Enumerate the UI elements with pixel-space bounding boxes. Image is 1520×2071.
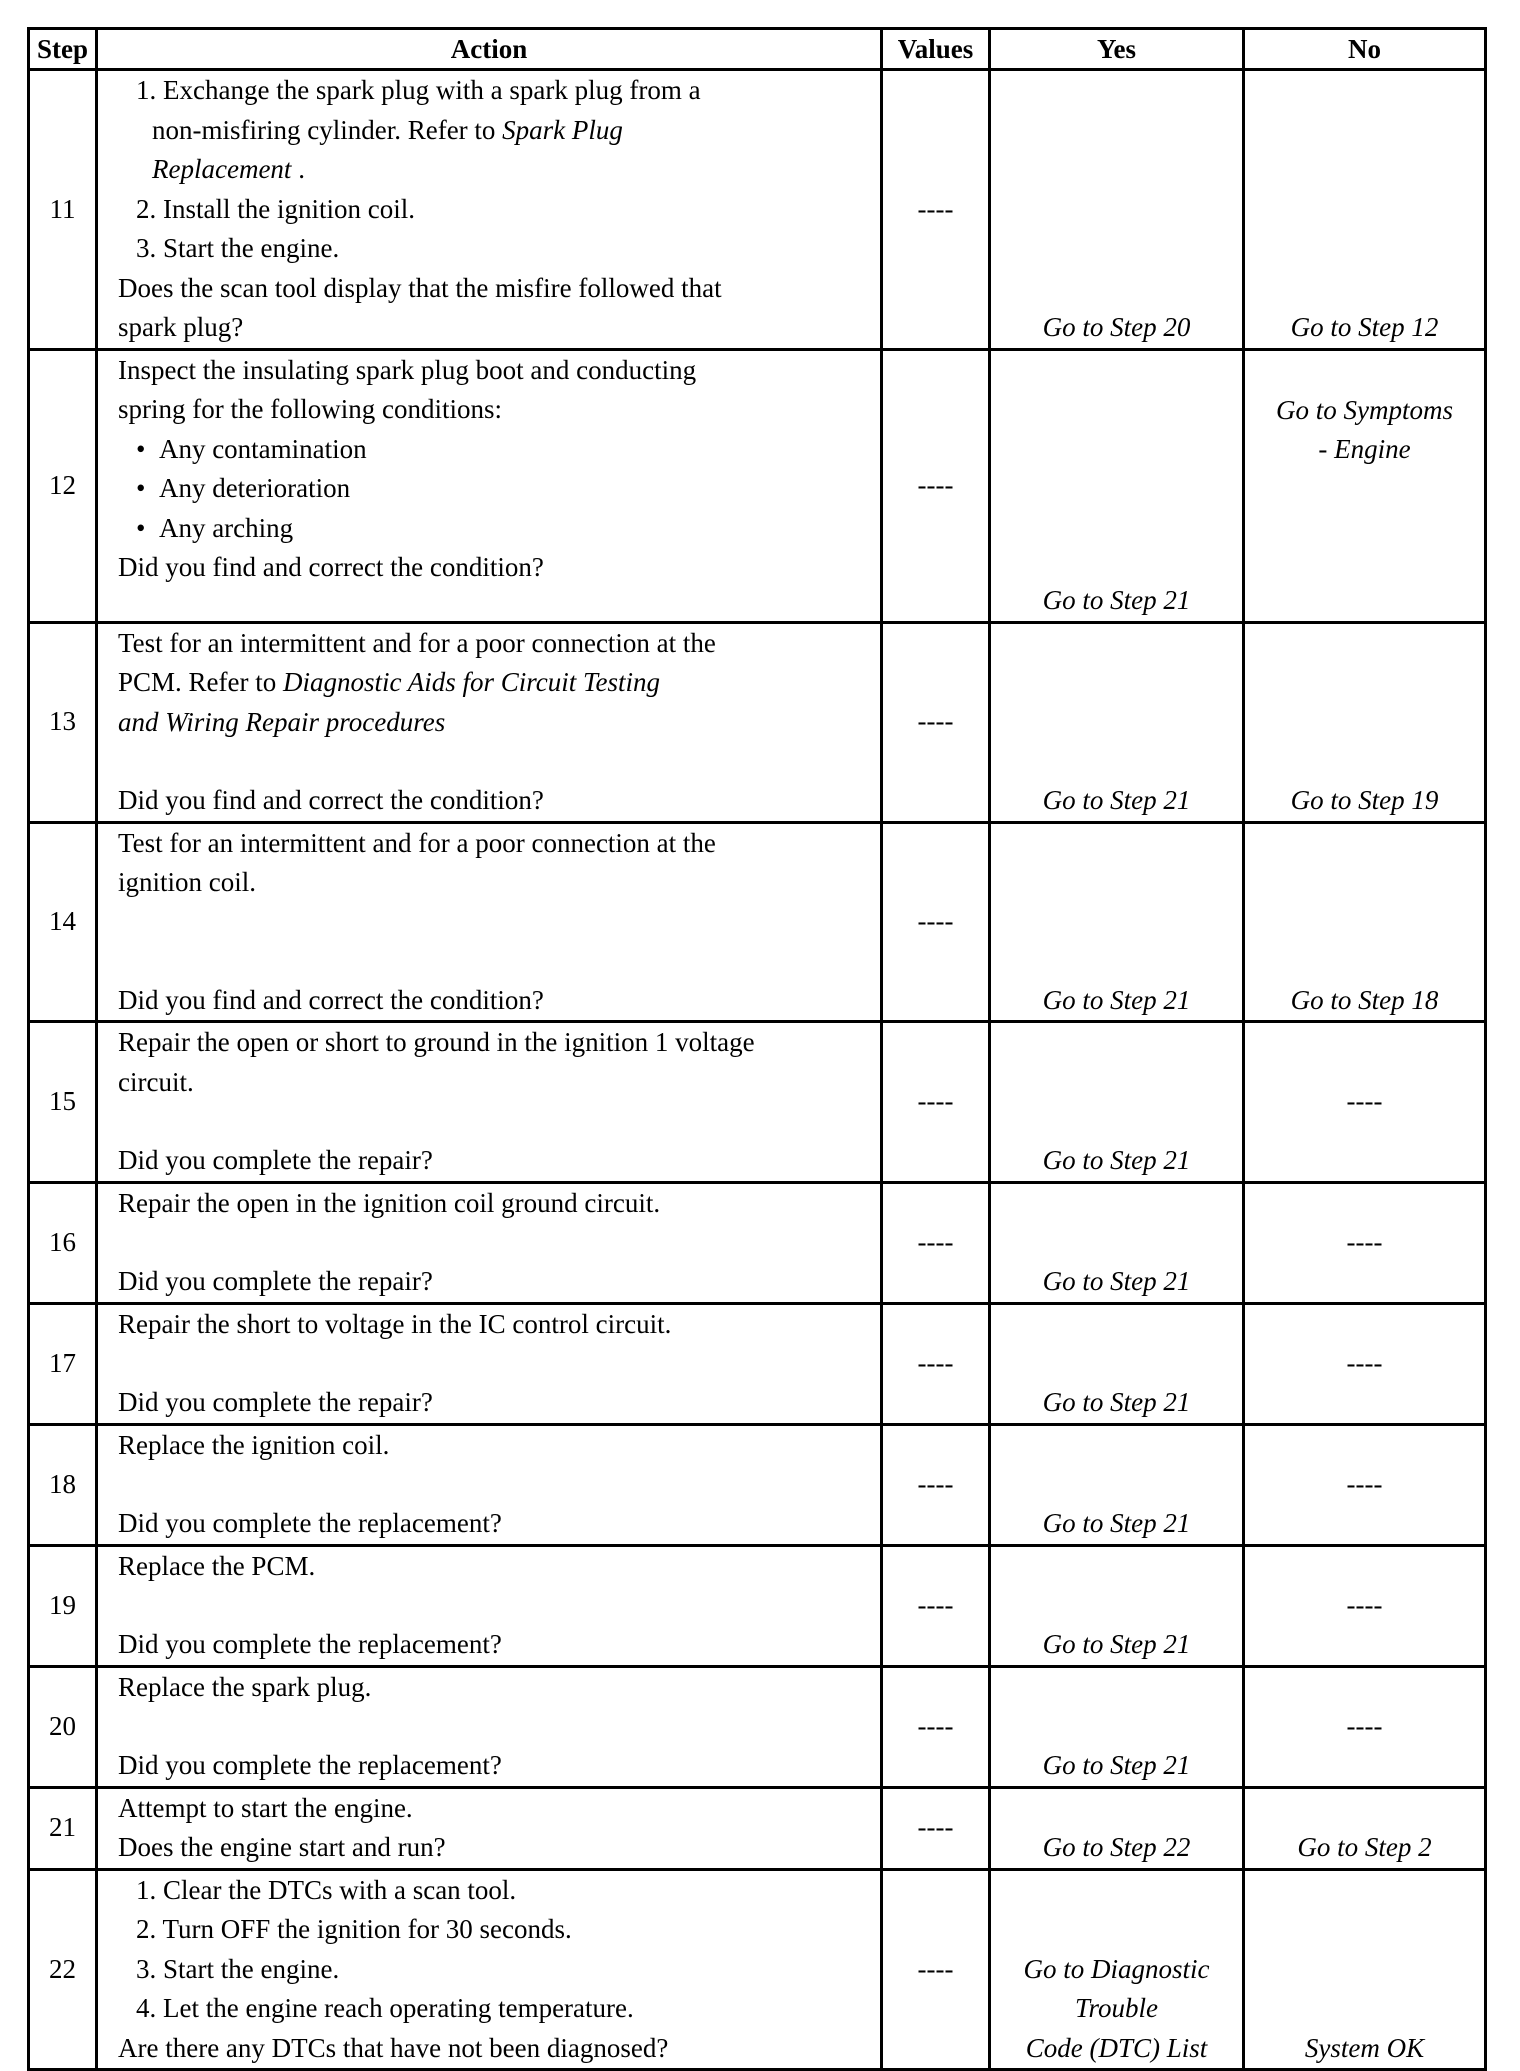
step-number: 20 [29,1666,97,1787]
no-cell: ---- [1244,1545,1486,1666]
values-cell: ---- [882,1303,990,1424]
bullet-item: • Any deterioration [136,473,351,503]
bullet-item: • Any contamination [136,433,367,464]
yes-cell: Go to Step 20 [990,70,1244,350]
yes-cell: Go to Step 21 [990,622,1244,822]
action-cell: Test for an intermittent and for a poor connection at the ignition coil. Did you find and correct the condition? [97,822,882,1022]
no-cell: ---- [1244,1182,1486,1303]
values-cell: ---- [882,1869,990,2070]
values-cell: ---- [882,349,990,622]
no-cell: Go to Symptoms - Engine [1244,349,1486,622]
yes-cell: Go to Step 21 [990,822,1244,1022]
step-number: 18 [29,1424,97,1545]
table-row [29,1545,1486,1666]
table-row [29,822,1486,1022]
values-cell: ---- [882,1787,990,1869]
values-cell: ---- [882,1182,990,1303]
no-cell: System OK [1244,1869,1486,2070]
values-cell: ---- [882,1424,990,1545]
yes-cell: Go to Step 21 [990,1303,1244,1424]
action-cell: Attempt to start the engine. Does the engine start and run? [97,1787,882,1869]
table-row [29,70,1486,350]
no-cell: Go to Step 2 [1244,1787,1486,1869]
action-cell: Test for an intermittent and for a poor connection at the PCM. Refer to Diagnostic Aids for Circuit Testing and Wiring Repair procedures Did you find and correct the condition? [97,622,882,822]
step-number: 16 [29,1182,97,1303]
table-row [29,349,1486,622]
action-cell: Replace the ignition coil. Did you complete the replacement? [97,1424,882,1545]
no-cell: ---- [1244,1022,1486,1183]
no-cell: Go to Step 12 [1244,70,1486,350]
table-row [29,1424,1486,1545]
step-number: 22 [29,1869,97,2070]
yes-cell: Go to Step 21 [990,1666,1244,1787]
values-cell: ---- [882,1022,990,1183]
no-cell: Go to Step 19 [1244,622,1486,822]
yes-cell: Go to Step 22 [990,1787,1244,1869]
header-yes: Yes [990,29,1244,70]
values-cell: ---- [882,70,990,350]
action-cell: 1. Exchange the spark plug with a spark plug from a non-misfiring cylinder. Refer to Spark Plug Replacement . 2. Install the ignition coil. 3. Start the engine. Does the scan tool display that the misfire followed that spark plug? [97,70,882,350]
action-cell: Repair the open in the ignition coil ground circuit. Did you complete the repair? [97,1182,882,1303]
table-row [29,622,1486,822]
header-no: No [1244,29,1486,70]
step-number: 14 [29,822,97,1022]
action-cell: Replace the PCM. Did you complete the replacement? [97,1545,882,1666]
link-text: and Wiring Repair procedures [118,706,446,737]
no-cell: ---- [1244,1424,1486,1545]
action-cell: Inspect the insulating spark plug boot and conducting spring for the following conditions: • Any contamination • Any deterioration • Any arching Did you find and correct the condition? [97,349,882,622]
link-text: Spark Plug [502,114,623,145]
values-cell: ---- [882,1545,990,1666]
header-row [29,29,1486,70]
table-row [29,1022,1486,1183]
yes-cell: Go to Step 21 [990,1022,1244,1183]
diagnostic-table [27,27,1487,2071]
yes-cell: Go to Step 21 [990,1182,1244,1303]
step-number: 17 [29,1303,97,1424]
yes-cell: Go to Step 21 [990,1545,1244,1666]
step-number: 12 [29,349,97,622]
step-number: 13 [29,622,97,822]
table-row [29,1182,1486,1303]
table-row [29,1303,1486,1424]
yes-cell: Go to Step 21 [990,1424,1244,1545]
header-values: Values [882,29,990,70]
values-cell: ---- [882,822,990,1022]
link-text: Replacement [152,154,292,184]
no-cell: ---- [1244,1666,1486,1787]
action-cell: Replace the spark plug. Did you complete the replacement? [97,1666,882,1787]
action-cell: Repair the open or short to ground in the ignition 1 voltage circuit. Did you complete the repair? [97,1022,882,1183]
bullet-item: • Any arching [136,512,294,543]
table-row [29,1787,1486,1869]
no-cell: Go to Step 18 [1244,822,1486,1022]
table-row [29,1869,1486,2070]
yes-cell: Go to Diagnostic Trouble Code (DTC) List [990,1869,1244,2070]
table-row [29,1666,1486,1787]
step-number: 15 [29,1022,97,1183]
action-cell: 1. Clear the DTCs with a scan tool. 2. Turn OFF the ignition for 30 seconds. 3. Start the engine. 4. Let the engine reach operating temperature. Are there any DTCs that have not been diagnosed? [97,1869,882,2070]
header-step: Step [29,29,97,70]
values-cell: ---- [882,622,990,822]
link-text: Diagnostic Aids for Circuit Testing [283,667,661,697]
step-number: 21 [29,1787,97,1869]
action-cell: Repair the short to voltage in the IC control circuit. Did you complete the repair? [97,1303,882,1424]
step-number: 19 [29,1545,97,1666]
values-cell: ---- [882,1666,990,1787]
yes-cell: Go to Step 21 [990,349,1244,622]
no-cell: ---- [1244,1303,1486,1424]
step-number: 11 [29,70,97,350]
header-action: Action [97,29,882,70]
